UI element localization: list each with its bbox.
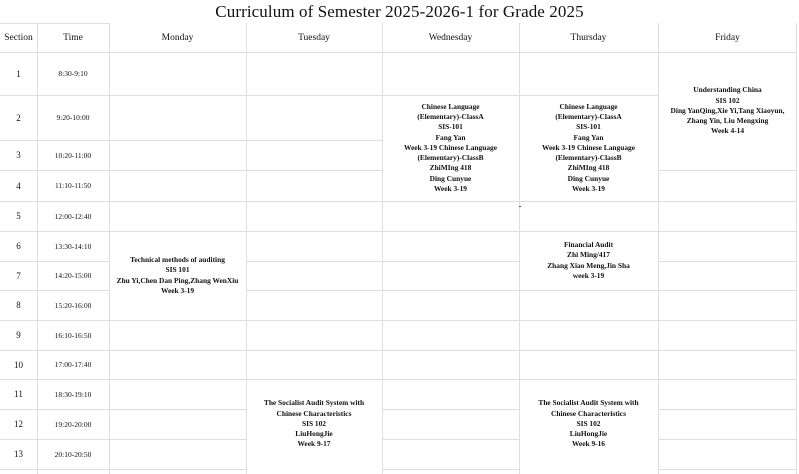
course-cell-friday-understanding-china: Understanding China SIS 102 Ding YanQing,Xie Yi,Tang Xiaoyun, Zhang Yin, Liu Mengxing Week 4-14 xyxy=(670,85,785,136)
grid-line xyxy=(109,140,246,141)
grid-line xyxy=(246,95,382,96)
time-slot: 14:20-15:00 xyxy=(54,271,92,280)
section-number: 10 xyxy=(14,359,23,370)
time-slot: 13:30-14:10 xyxy=(54,241,92,251)
grid-line xyxy=(658,409,797,410)
grid-line xyxy=(109,379,246,380)
grid-line xyxy=(109,201,246,202)
grid-line xyxy=(0,469,109,470)
grid-line xyxy=(658,439,797,440)
grid-line xyxy=(382,23,383,474)
page-title: Curriculum of Semester 2025-2026-1 for Grade 2025 xyxy=(215,2,584,21)
grid-line xyxy=(109,95,246,96)
section-number: 7 xyxy=(16,270,21,281)
grid-line xyxy=(109,320,246,321)
section-number: 9 xyxy=(16,330,21,340)
header-tuesday: Tuesday xyxy=(298,32,330,43)
section-number: 2 xyxy=(16,112,21,123)
grid-line xyxy=(246,231,382,232)
section-number: 4 xyxy=(16,180,21,191)
header-section: Section xyxy=(4,32,33,43)
time-slot: 12:00-12:40 xyxy=(54,211,92,221)
grid-line xyxy=(109,350,246,351)
time-slot: 18:30-19:10 xyxy=(54,389,92,399)
grid-line xyxy=(658,290,797,291)
course-cell-thursday-chinese: Chinese Language (Elementary)-ClassA SIS-101 Fang Yan Week 3-19 Chinese Language (Elementary)-ClassB ZhiMIng 418 Ding Cunyue Week 3-19 xyxy=(541,102,635,193)
grid-line xyxy=(382,290,519,291)
course-cell-thursday-financial-audit: Financial Audit Zhi Ming/417 Zhang Xiao Meng,Jin Sha week 3-19 xyxy=(547,240,630,280)
grid-line xyxy=(658,261,797,262)
grid-line xyxy=(246,290,382,291)
course-cell-monday-auditing: Technical methods of auditing SIS 101 Zhu Yi,Chen Dan Ping,Zhang WenXiu Week 3-19 xyxy=(116,255,239,295)
grid-line xyxy=(246,140,382,141)
section-number: 8 xyxy=(16,300,21,310)
course-cell-thursday-socialist-audit: The Socialist Audit System with Chinese Characteristics SIS 102 LiuHongJie Week 9-16 xyxy=(538,398,639,449)
grid-line xyxy=(382,231,519,232)
grid-line xyxy=(382,350,519,351)
grid-line xyxy=(519,320,658,321)
grid-line xyxy=(109,469,246,470)
time-slot: 20:10-20:50 xyxy=(54,449,92,459)
grid-line xyxy=(658,379,797,380)
time-slot: 15:20-16:00 xyxy=(54,300,92,310)
grid-line xyxy=(109,409,246,410)
grid-line xyxy=(382,439,519,440)
grid-line xyxy=(382,409,519,410)
time-slot: 9:20-10:00 xyxy=(56,113,90,122)
time-slot: 8:30-9:10 xyxy=(58,69,88,78)
header-monday: Monday xyxy=(161,32,194,43)
grid-line xyxy=(109,170,246,171)
grid-line xyxy=(382,320,519,321)
grid-line xyxy=(246,350,382,351)
header-thursday: Thursday xyxy=(570,32,607,43)
grid-line xyxy=(658,469,797,470)
grid-line xyxy=(246,320,382,321)
grid-line xyxy=(519,201,658,202)
grid-line xyxy=(658,320,797,321)
time-slot: 16:10-16:50 xyxy=(54,330,92,340)
grid-line xyxy=(382,261,519,262)
header-wednesday: Wednesday xyxy=(428,32,473,43)
section-number: 5 xyxy=(16,211,21,221)
grid-line xyxy=(658,231,797,232)
timetable-grid xyxy=(0,23,797,474)
section-number: 6 xyxy=(16,241,21,251)
time-slot: 19:20-20:00 xyxy=(54,419,92,429)
grid-line xyxy=(109,439,246,440)
time-slot: 10:20-11:00 xyxy=(54,150,92,160)
time-slot: 17:00-17:40 xyxy=(54,360,92,369)
grid-line xyxy=(658,350,797,351)
grid-line xyxy=(658,170,797,171)
grid-line xyxy=(246,201,382,202)
grid-line xyxy=(382,201,519,202)
grid-line xyxy=(246,170,382,171)
grid-line xyxy=(519,350,658,351)
grid-line xyxy=(246,261,382,262)
section-number: 12 xyxy=(14,419,23,429)
header-friday: Friday xyxy=(715,32,740,43)
grid-line xyxy=(382,469,519,470)
time-slot: 11:10-11:50 xyxy=(54,181,92,190)
section-number: 11 xyxy=(14,389,23,399)
section-number: 3 xyxy=(16,150,21,160)
stray-mark xyxy=(519,206,521,207)
course-cell-tuesday-socialist-audit: The Socialist Audit System with Chinese Characteristics SIS 102 LiuHongJie Week 9-17 xyxy=(263,398,365,449)
header-time: Time xyxy=(63,32,83,43)
section-number: 13 xyxy=(14,449,23,459)
grid-line xyxy=(658,201,797,202)
grid-line xyxy=(382,379,519,380)
course-cell-wednesday-chinese: Chinese Language (Elementary)-ClassA SIS-101 Fang Yan Week 3-19 Chinese Language (Elementary)-ClassB ZhiMIng 418 Ding Cunyue Week 3-19 xyxy=(403,102,497,193)
section-number: 1 xyxy=(16,68,21,79)
grid-line xyxy=(519,290,658,291)
